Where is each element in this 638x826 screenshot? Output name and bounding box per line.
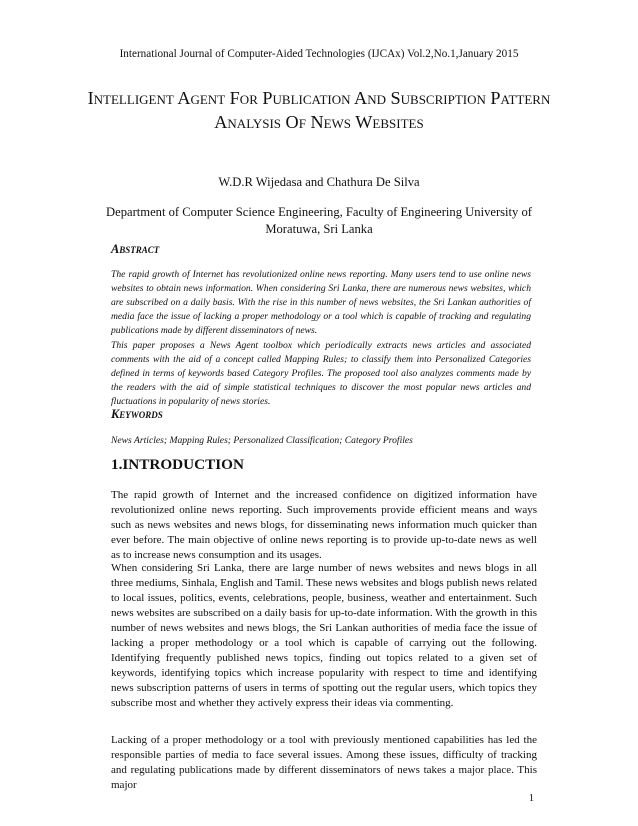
keywords-heading: Keywords [111,407,163,421]
author-affiliation: Department of Computer Science Engineering, Faculty of Engineering University of Moratuwa, Sri Lanka [106,205,532,236]
page-number: 1 [528,793,534,804]
introduction-heading: 1.INTRODUCTION [111,456,244,473]
abstract-heading: Abstract [111,242,160,256]
abstract-paragraph-2: This paper proposes a News Agent toolbox which periodically extracts news articles and associated comments with the aid of a concept called Mapping Rules; to classify them into Personalized Categories defined in terms of keywords based Category Profiles. The proposed tool also analyzes comments made by the readers with the aid of simple statistical techniques to discover the most popular news articles and fluctuations in popularity of news stories. [111,340,531,407]
introduction-paragraph-1: The rapid growth of Internet and the increased confidence on digitized information have revolutionized online news reporting. Such improvements provide efficient means and ways such as news websites and news blogs, for disseminating news information much quicker than ever before. The main objective of online news reporting is to provide up-to-date news as well as to increase news consumption and its usages. [111,489,537,561]
paper-authors: W.D.R Wijedasa and Chathura De Silva [218,175,420,189]
keywords-text: News Articles; Mapping Rules; Personalized Classification; Category Profiles [111,435,413,446]
introduction-paragraph-3: Lacking of a proper methodology or a tool with previously mentioned capabilities has led the responsible parties of media to face several issues. Among these issues, difficulty of tracking and regulating publications made by different disseminators of news takes a major place. This major [111,734,537,791]
introduction-paragraph-2: When considering Sri Lanka, there are large number of news websites and news blogs in all three mediums, Sinhala, English and Tamil. These news websites and blogs publish news related to local issues, politics, events, celebrations, people, business, weather and entertainment. Such news websites are subscribed on a daily basis for up-to-date information. With the growth in this number of news websites and news blogs, the Sri Lankan authorities of media face the issue of lacking a proper methodology or a tool which is capable of carrying out the following. Identifying frequently published news topics, finding out topics related to a given set of keywords, identifying topics which increase popularity with respect to time and identifying news subscription patterns of users in terms of spotting out the regular users, which topics they subscribe most and whether they actively express their ideas via commenting. [111,562,537,709]
abstract-paragraph-1: The rapid growth of Internet has revolutionized online news reporting. Many users tend to use online news websites to obtain news information. When considering Sri Lanka, there are numerous news websites, which are subscribed on a daily basis. With the rise in this number of news websites, the Sri Lankan authorities of media face the issue of lacking a proper methodology or a tool which is capable of tracking and regulating publications made by different disseminators of news. [111,269,531,336]
running-head: International Journal of Computer-Aided Technologies (IJCAx) Vol.2,No.1,January 2015 [119,48,519,60]
paper-title: Intelligent Agent For Publication And Subscription Pattern Analysis Of News Websites [87,88,551,132]
